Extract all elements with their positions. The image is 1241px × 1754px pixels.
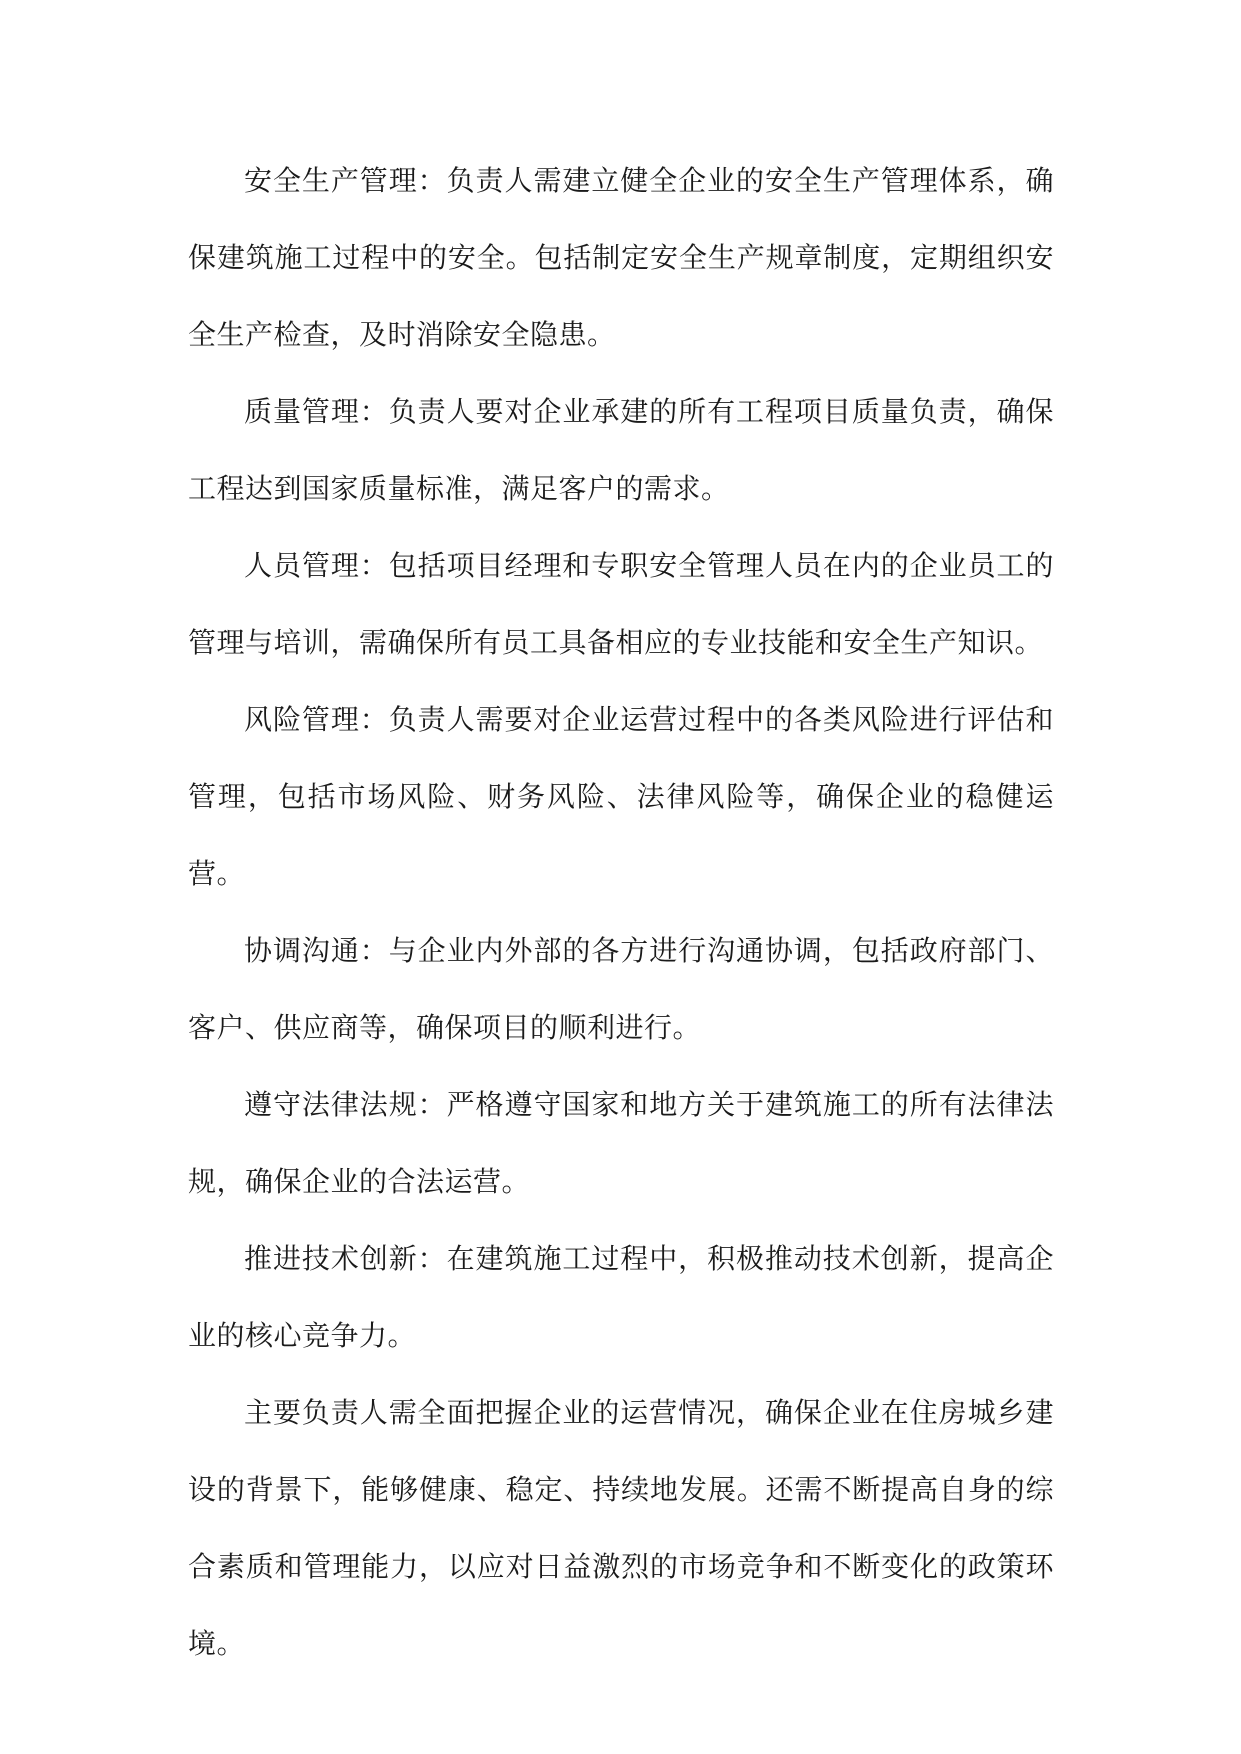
paragraph-coordination: 协调沟通：与企业内外部的各方进行沟通协调，包括政府部门、客户、供应商等，确保项目的顺利进行。	[188, 934, 1054, 1044]
paragraph-technical-innovation: 推进技术创新：在建筑施工过程中，积极推动技术创新，提高企业的核心竞争力。	[188, 1242, 1054, 1352]
document-body	[188, 142, 1054, 1682]
paragraph-summary: 主要负责人需全面把握企业的运营情况，确保企业在住房城乡建设的背景下，能够健康、稳定、持续地发展。还需不断提高自身的综合素质和管理能力，以应对日益激烈的市场竞争和不断变化的政策环境。	[188, 1396, 1054, 1660]
paragraph-personnel-management: 人员管理：包括项目经理和专职安全管理人员在内的企业员工的管理与培训，需确保所有员工具备相应的专业技能和安全生产知识。	[188, 549, 1054, 659]
paragraph-safety-management: 安全生产管理：负责人需建立健全企业的安全生产管理体系，确保建筑施工过程中的安全。包括制定安全生产规章制度，定期组织安全生产检查，及时消除安全隐患。	[188, 164, 1054, 351]
paragraph-quality-management: 质量管理：负责人要对企业承建的所有工程项目质量负责，确保工程达到国家质量标准，满足客户的需求。	[188, 395, 1054, 505]
paragraph-risk-management: 风险管理：负责人需要对企业运营过程中的各类风险进行评估和管理，包括市场风险、财务风险、法律风险等，确保企业的稳健运营。	[188, 703, 1054, 890]
paragraph-legal-compliance: 遵守法律法规：严格遵守国家和地方关于建筑施工的所有法律法规，确保企业的合法运营。	[188, 1088, 1054, 1198]
